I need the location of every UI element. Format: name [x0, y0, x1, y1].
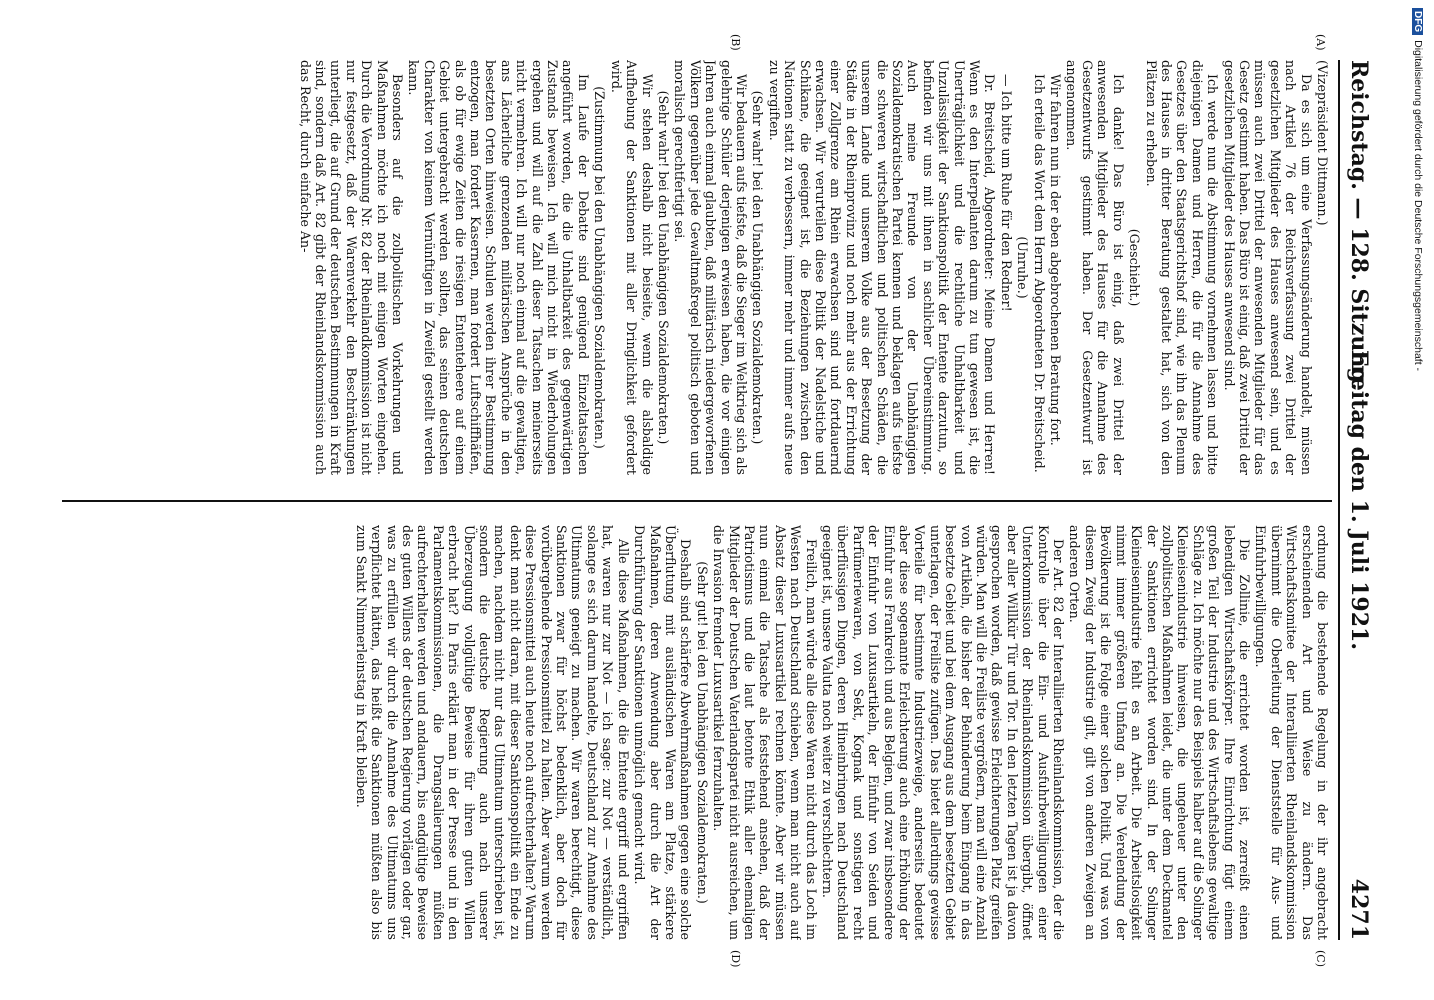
digitization-credit: [1412, 8, 1424, 371]
left-column: [62, 60, 1330, 475]
paragraph: — Ich bitte um Ruhe für den Redner!: [998, 74, 1014, 312]
interjection: (Zustimmung bei den Unabhängigen Sozialdemokraten.): [592, 86, 608, 449]
paragraph: Ich erteile das Wort dem Herrn Abgeordneten Dr. Breitscheid.: [1031, 74, 1047, 473]
paragraph: Ich werde nun die Abstimmung vornehmen lassen und bitte diejenigen Damen und Herren, die für die Annahme des Gesetzes über den Staatsgerichtshof sind, wie ihn das Plenum des Hauses in dritter Beratung gestaltet hat, sich von den Plätzen zu erheben.: [1143, 60, 1221, 475]
credit-text: Digitalisierung gefördert durch die Deutsche Forschungsgemeinschaft -: [1412, 40, 1424, 372]
header-date: Freitag den 1. Juli 1921.: [1346, 350, 1372, 650]
paragraph: Wir fahren nun in der eben abgebrochenen Beratung fort.: [1048, 74, 1064, 446]
paragraph: Freilich, man würde alle diese Waren nicht durch das Loch im Westen nach Deutschland schieben, wenn man nicht auch auf Absatz dieser Luxusartikel rechnen könnte. Aber wir müssen nun einmal die Tatsache als feststehend ansehen, daß der Patriotismus und die laut betonte Ethik aller ehemaligen Mitglieder der Deutschen Vaterlandspartei nicht ausreichen, um die Invasion fremder Luxusartikel fernzuhalten.: [711, 525, 819, 940]
right-column: [62, 525, 1330, 940]
page-header: [1338, 60, 1374, 940]
interjection: (Sehr wahr! bei den Unabhängigen Sozialdemokraten.): [655, 90, 671, 445]
interjection: (Unruhe.): [1015, 236, 1031, 299]
paragraph: Im Laufe der Debatte sind genügend Einzeltatsachen angeführt worden, die die Unhaltbarkeit des gegenwärtigen Zustands beweisen. Ich will mich nicht in Wiederholungen ergehen und will auf die Zahl dieser Tatsachen meinerseits nicht vermehren. Ich will nur noch einmal auf die gewaltigen, ans Lächerliche grenzenden militärischen Ansprüche in den besetzten Orten hinweisen. Schulen werden ihrer Bestimmung entzogen, man fordert Kasernen, man fordert Luftschiffhäfen, als ob für ewige Zeiten die riesigen Ententeheere auf einem Gebiet untergebracht werden sollten, das seinen deutschen Charakter von keinem Vernünftigen in Zweifel gestellt werden kann.: [406, 60, 591, 475]
paragraph: Die Zollinie, die errichtet worden ist, zerreißt einen lebendigen Wirtschaftskörper. Ihre Einrichtung fügt einem großen Teil der Industrie und des Wirtschaftslebens gewaltige Schläge zu. Ich möchte nur des Beispiels halber auf die Solinger Kleineisenindustrie hinweisen, die ungeheuer unter den zollpolitischen Maßnahmen leidet, die unter dem Deckmantel der Sanktionen errichtet worden sind. In der Solinger Kleineisenindustrie fehlt es an Arbeit. Die Arbeitslosigkeit nimmt immer größeren Umfang an. Die Verelendung der Bevölkerung ist die Folge einer solchen Politik. Und was von diesem Zweig der Industrie gilt, gilt von anderen Zweigen an anderen Orten.: [1067, 525, 1252, 940]
interjection: (Geschieht.): [1127, 228, 1143, 307]
paragraph: Ich danke! Das Büro ist einig, daß zwei Drittel der anwesenden Mitglieder des Hauses für die Annahme des Gesetzentwurfs gestimmt haben. Der Gesetzentwurf ist angenommen.: [1064, 60, 1126, 475]
paragraph: ordnung die bestehende Regelung in der ihr angebracht erscheinenden Art und Weise zu ändern. Das Wirtschaftskomitee der Interalliierten Rheinlandskommission übernimmt die Oberleitung der Dienststelle für Aus- und Einfuhrbewilligungen.: [1253, 525, 1330, 940]
speaker-note: (Vizepräsident Dittmann.): [1315, 60, 1330, 226]
margin-marker-c: (C): [1314, 950, 1327, 967]
interjection: (Sehr wahr! bei den Unabhängigen Sozialdemokraten.): [750, 90, 766, 445]
margin-marker-d: (D): [729, 950, 742, 968]
dfg-logo: DFG: [1412, 8, 1423, 35]
paragraph: Wir bedauern aufs tiefste, daß die Sieger im Weltkrieg sich als gelehrige Schüler derjenigen erwiesen haben, die vor einigen Jahren auch einmal glaubten, daß militärisch niedergeworfenen Völkern gegenüber jede Gewaltmaßregel politisch geboten und moralisch gerechtfertigt sei.: [672, 60, 749, 475]
paragraph: Da es sich um eine Verfassungsänderung handelt, müssen nach Artikel 76 der Reichsverfassung zwei Drittel der gesetzlichen Mitglieder des Hauses anwesend sein, und es müssen auch zwei Drittel der anwesenden Mitglieder für das Gesetz gestimmt haben. Das Büro ist einig, daß zwei Drittel der gesetzlichen Mitglieder des Hauses anwesend sind.: [1221, 60, 1314, 475]
header-session: Reichstag. — 128. Sitzung.: [1346, 60, 1372, 391]
paragraph: Der Art. 82 der Interalliierten Rheinlandskommission, der die Kontrolle über die Ein- und Ausfuhrbewilligungen einer Unterkommission der Rheinlandskommission übergibt, öffnet aber aller Willkür Tür und Tor. In den letzten Tagen ist ja davon gesprochen worden, daß gewisse Erleichterungen Platz greifen würden. Man will die Freiliste vergrößern, man will eine Anzahl von Artikeln, die bisher der Behinderung beim Eingang in das besetzte Gebiet und bei dem Ausgang aus dem besetzten Gebiet unterlagen, der Freiliste zufügen. Das bietet allerdings gewisse Vorteile für bestimmte Industriezweige, anderseits bedeutet aber diese sogenannte Erleichterung auch eine Erhöhung der Einfuhr aus Frankreich und aus Belgien, und zwar insbesondere der Einfuhr von Luxusartikeln, der Einfuhr von Seiden und Parfümeriewaren, von Sekt, Kognak und sonstigen recht überflüssigen Dingen, deren Hineinbringen nach Deutschland geeignet ist, unsere Valuta noch weiter zu verschlechtern.: [820, 525, 1067, 940]
page-number: 4271: [1346, 878, 1372, 940]
margin-marker-a: (A): [1314, 34, 1327, 51]
paragraph: Wir stehen deshalb nicht beiseite, wenn die alsbaldige Aufhebung der Sanktionen mit aller Dringlichkeit gefordert wird.: [608, 60, 655, 475]
paragraph: Besonders auf die zollpolitischen Vorkehrungen und Maßnahmen möchte ich noch mit einigen Worten eingehen. Durch die Verordnung Nr. 82 der Rheinlandkommission ist nicht nur festgesetzt, daß der Warenverkehr den Beschränkungen unterliegt, die auf Grund der deutschen Bestimmungen in Kraft sind, sondern daß Art. 82 gibt der Rheinlandskommission auch das Recht, durch einfache An-: [297, 60, 406, 475]
column-divider: [62, 500, 1332, 502]
paragraph: Deshalb sind schärfere Abwehrmaßnahmen gegen eine solche Überflutung mit ausländischen Waren am Platze, stärkere Maßnahmen, deren Anwendung aber durch die Art der Durchführung der Sanktionen unmöglich gemacht wird.: [632, 525, 694, 940]
margin-marker-b: (B): [729, 34, 742, 51]
newspaper-page: [52, 20, 1382, 980]
paragraph: Alle diese Maßnahmen, die die Entente ergriff und ergriffen hat, waren nur zur Not — ich sage: zur Not — verständlich, solange es sich darum handelte, Deutschland zur Annahme des Ultimatums geneigt zu machen. Wir waren berechtigt, diese Sanktionen zwar für höchst bedenklich, aber doch für vorübergehende Pressionsmittel zu halten. Aber warum werden diese Pressionsmittel auch heute noch aufrechterhalten? Warum denkt man nicht daran, mit dieser Sanktionspolitik ein Ende zu machen, nachdem nicht nur das Ultimatum unterschrieben ist, sondern die deutsche Regierung auch nach unserer Überzeugung vollgültige Beweise für ihren guten Willen erbracht hat? In Paris erklärt man in der Presse und in den Parlamentskommissionen, die Drangsalierungen müßten aufrechterhalten werden und andauern, bis endgültige Beweise des guten Willens der deutschen Regierung vorlägen oder gar, was zu erfüllen wir durch die Annahme des Ultimatums uns verpflichtet hätten, das heißt die Sanktionen müßten also bis zum Sankt Nimmerleinstag in Kraft bleiben.: [353, 525, 631, 940]
paragraph: Dr. Breitscheid, Abgeordneter: Meine Damen und Herren! Wenn es den Interpellanten darum zu tun gewesen ist, die Unerträglichkeit und die rechtliche Unhaltbarkeit und Unzulässigkeit der Sanktionspolitik der Entente darzutun, so befinden wir uns mit ihnen in sachlicher Übereinstimmung. Auch meine Freunde von der Unabhängigen Sozialdemokratischen Partei kennen und beklagen aufs tiefste die schweren wirtschaftlichen und politischen Schäden, die unserem Lande und unserem Volke aus der Besetzung der Städte in der Rheinprovinz und noch mehr aus der Errichtung einer Zollgrenze am Rhein erwachsen sind und fortdauernd erwachsen. Wir verurteilen diese Politik der Nadelstiche und Schikane, die geeignet ist, die Beziehungen zwischen den Nationen statt zu verbessern, immer mehr und immer aufs neue zu vergiften.: [766, 60, 998, 475]
interjection: (Sehr gut! bei den Unabhängigen Sozialdemokraten.): [694, 561, 710, 904]
